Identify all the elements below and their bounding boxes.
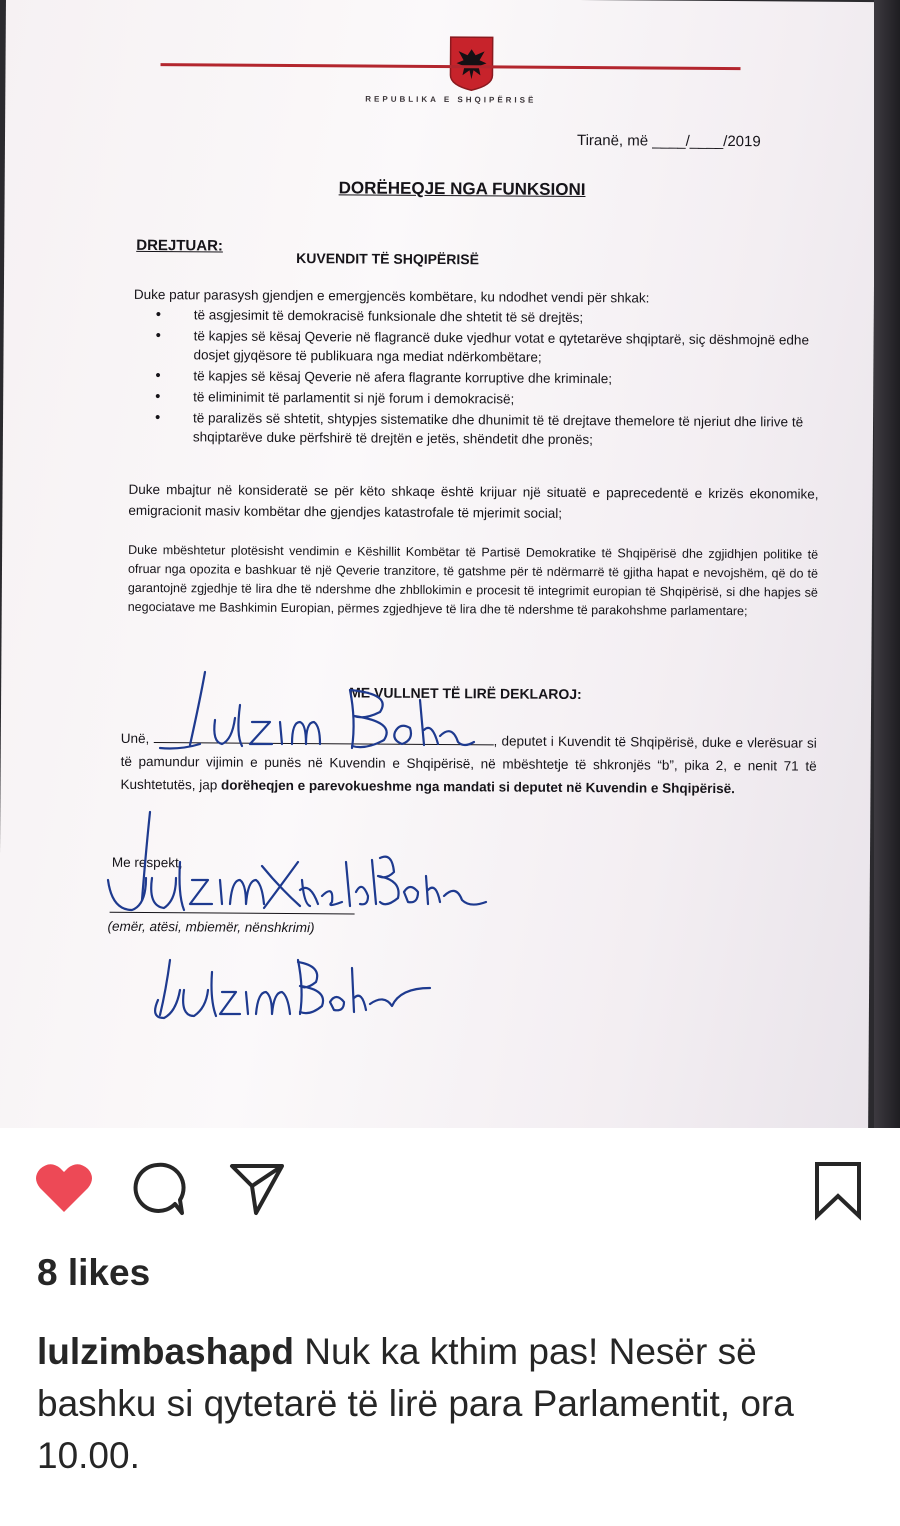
send-icon[interactable] [228, 1160, 286, 1218]
bookmark-icon[interactable] [812, 1160, 864, 1222]
albanian-eagle-emblem [448, 35, 494, 91]
list-item: • të kapjes së kësaj Qeverie në afera flagrante korruptive dhe kriminale; [153, 366, 813, 390]
signature-caption: (emër, atësi, mbiemër, nënshkrimi) [107, 918, 315, 936]
caption-text: Nuk ka kthim pas! Nesër së bashku si qytetarë të lirë para Parlamentit, ora 10.00. [37, 1331, 794, 1476]
heart-icon[interactable] [34, 1160, 94, 1216]
addressed-label: DREJTUAR: [136, 236, 223, 255]
list-item: • të paralizës së shtetit, shtypjes sistematike dhe dhunimit të të drejtave themelore të njeriut dhe lirive të shqiptarëve duke përfshirë të drejtën e jetës, shëndetit dhe pronës; [153, 408, 813, 451]
list-item: • të eliminimit të parlamentit si një forum i demokracisë; [153, 387, 813, 411]
intro-paragraph: Duke patur parasysh gjendjen e emergjencës kombëtare, ku ndodhet vendi për shkak: [133, 286, 650, 306]
crisis-paragraph: Duke mbajtur në konsideratë se për këto shkaqe është krijuar një situatë e paprecedentë e krizës ekonomike, emigracionit masiv kombëtar dhe gjendjes katastrofale të mjerimit social; [128, 481, 819, 521]
place-date: Tiranë, më ____/____/2019 [576, 131, 761, 151]
undertaking-prefix: Unë, [120, 730, 150, 747]
name-blank [154, 728, 494, 745]
reasons-list [153, 305, 814, 453]
caption-username[interactable]: lulzimbashapd [37, 1331, 294, 1372]
regards: Me respekt, [111, 854, 183, 871]
comment-icon[interactable] [128, 1160, 186, 1218]
signature-rule [110, 912, 355, 915]
undertaking-paragraph [120, 727, 816, 801]
document-title: DORËHEQJE NGA FUNKSIONI [338, 178, 586, 200]
post-action-bar [0, 1150, 900, 1230]
support-paragraph: Duke mbështetur plotësisht vendimin e Këshillit Kombëtar të Partisë Demokratike të Shqipërisë dhe zgjidhjen politike të ofruar nga opozita e bashkuar të një Qeverie tranzitore, të gatshme për të ndërmarrë të gjitha hapat e nevojshëm, që do të garantojnë zgjedhje të lira dhe të ndershme dhe zhbllokimin e procesit të integrimit europian të Shqipërisë, si dhe hapjes së negociatave me Bashkimin Europian, përmes zgjedhjeve të lira dhe të ndershme të parakohshme parlamentare; [127, 542, 819, 619]
declaration-heading: ME VULLNET TË LIRË DEKLAROJ: [349, 684, 582, 703]
addressed-value: KUVENDIT TË SHQIPËRISË [296, 250, 480, 268]
likes-count[interactable]: 8 likes [37, 1252, 151, 1293]
photo-edge-shadow [874, 0, 900, 1128]
undertaking-bold: dorëheqjen e parevokueshme nga mandati si deputet në Kuvendin e Shqipërisë. [221, 777, 736, 797]
list-item: • të asgjesimit të demokracisë funksionale dhe shtetit të së drejtës; [154, 305, 814, 329]
republic-label: REPUBLIKA E SHQIPËRISË [365, 94, 537, 105]
undertaking-text: , deputet i Kuvendit të Shqipërisë, duke e vlerësuar si të pamundur vijimin e punës në Kuvendin e Shqipërisë, në mbështetje të shkronjës “b”, pika 2, e nenit 71 të Kushtetutës, jap [120, 733, 817, 793]
list-item: • të kapjes së kësaj Qeverie në flagrancë duke vjedhur votat e qytetarëve shqiptarë, siç dëshmojnë edhe dosjet gjyqësore të publikuara nga mediat ndërkombëtare; [153, 326, 813, 369]
post-caption [37, 1326, 867, 1482]
